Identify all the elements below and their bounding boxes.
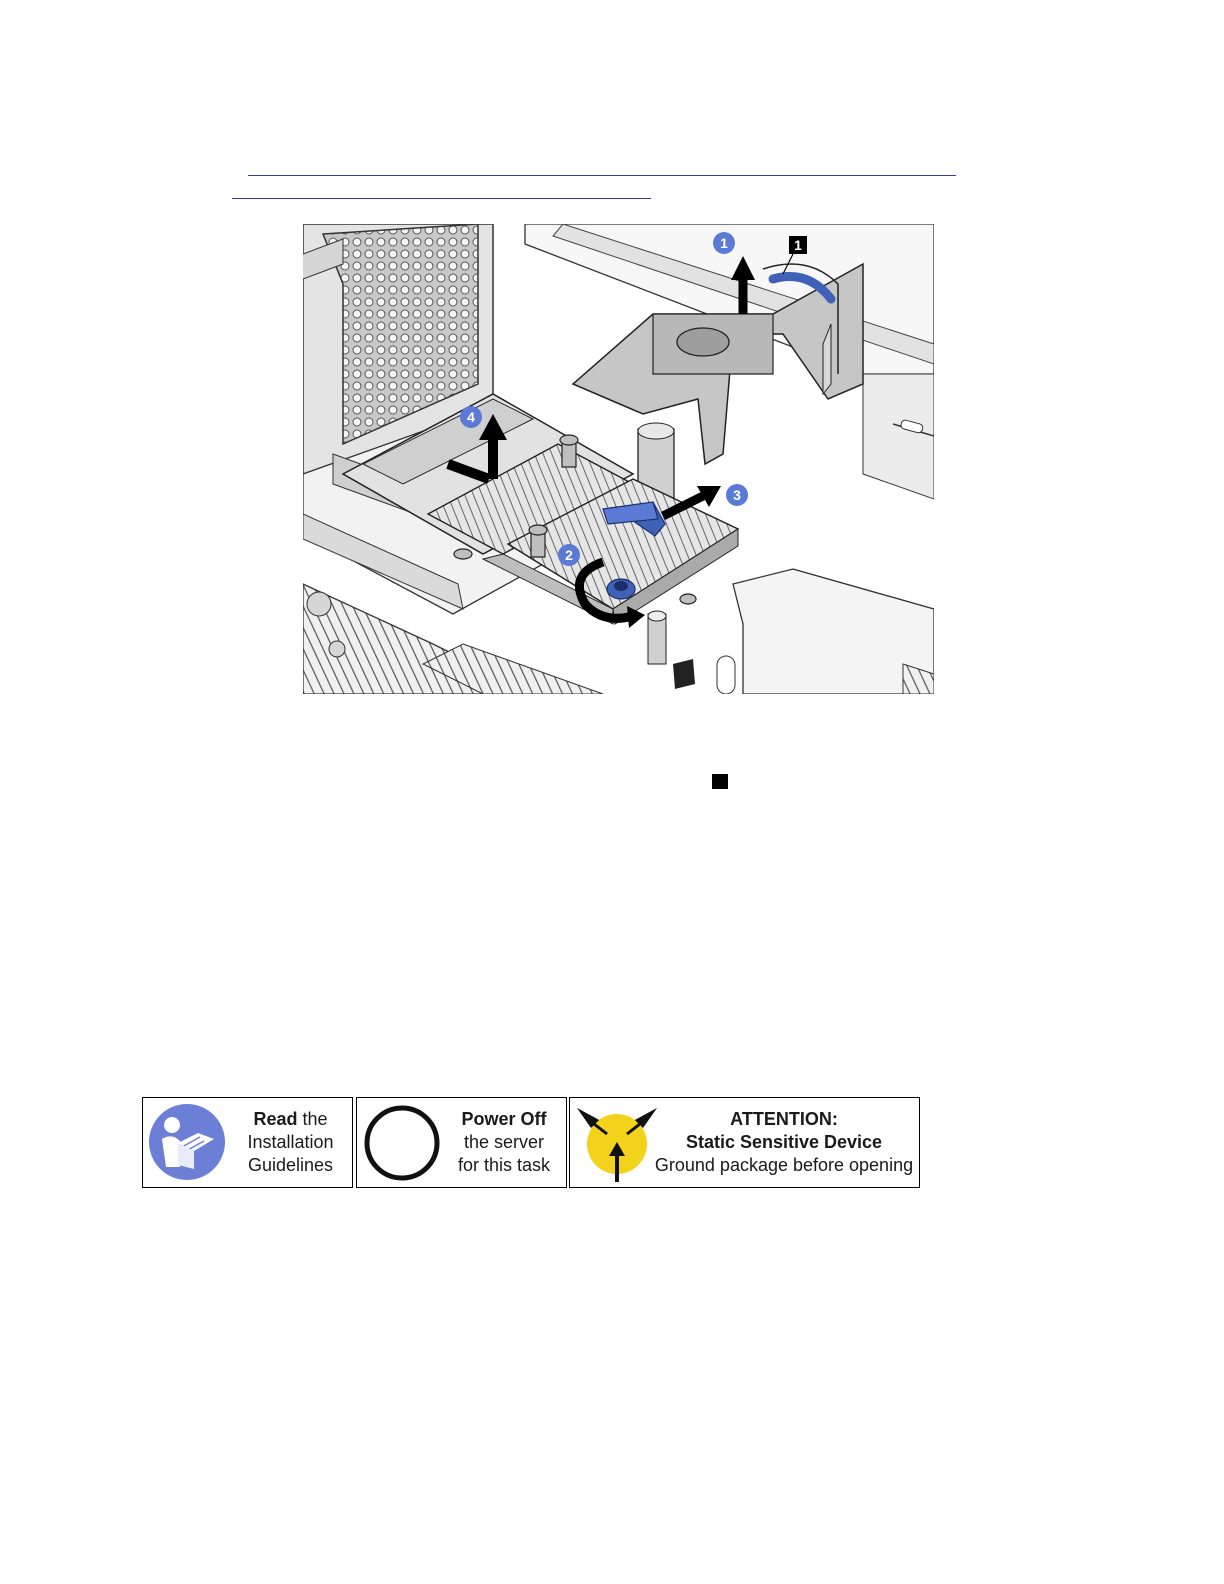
power-line-2: the server — [463, 1132, 545, 1152]
read-line-2: Installation — [247, 1132, 334, 1152]
static-sensitive-label — [569, 1097, 920, 1188]
step-marker-2: 2 — [565, 547, 573, 563]
read-manual-icon — [148, 1103, 226, 1181]
read-guidelines-label — [142, 1097, 353, 1188]
step-marker-1: 1 — [720, 235, 728, 251]
static-line-3: Ground package before opening — [654, 1155, 914, 1175]
step-marker-3: 3 — [733, 487, 741, 503]
removal-illustration — [303, 224, 934, 694]
power-line-1: Power Off — [461, 1109, 547, 1129]
static-line-1: ATTENTION: — [730, 1109, 838, 1129]
link-underline-1[interactable] — [248, 175, 956, 176]
read-rest-text: the — [297, 1109, 328, 1129]
callout-1: 1 — [794, 237, 802, 253]
callout-marker — [712, 774, 728, 789]
read-bold-text: Read — [253, 1109, 298, 1129]
power-off-label — [356, 1097, 567, 1188]
step-marker-4: 4 — [467, 409, 475, 425]
power-off-icon — [362, 1103, 442, 1183]
link-underline-2[interactable] — [232, 198, 651, 199]
static-line-2: Static Sensitive Device — [685, 1132, 883, 1152]
read-line-3: Guidelines — [247, 1155, 334, 1175]
esd-warning-icon — [575, 1102, 659, 1186]
power-line-3: for this task — [457, 1155, 551, 1175]
